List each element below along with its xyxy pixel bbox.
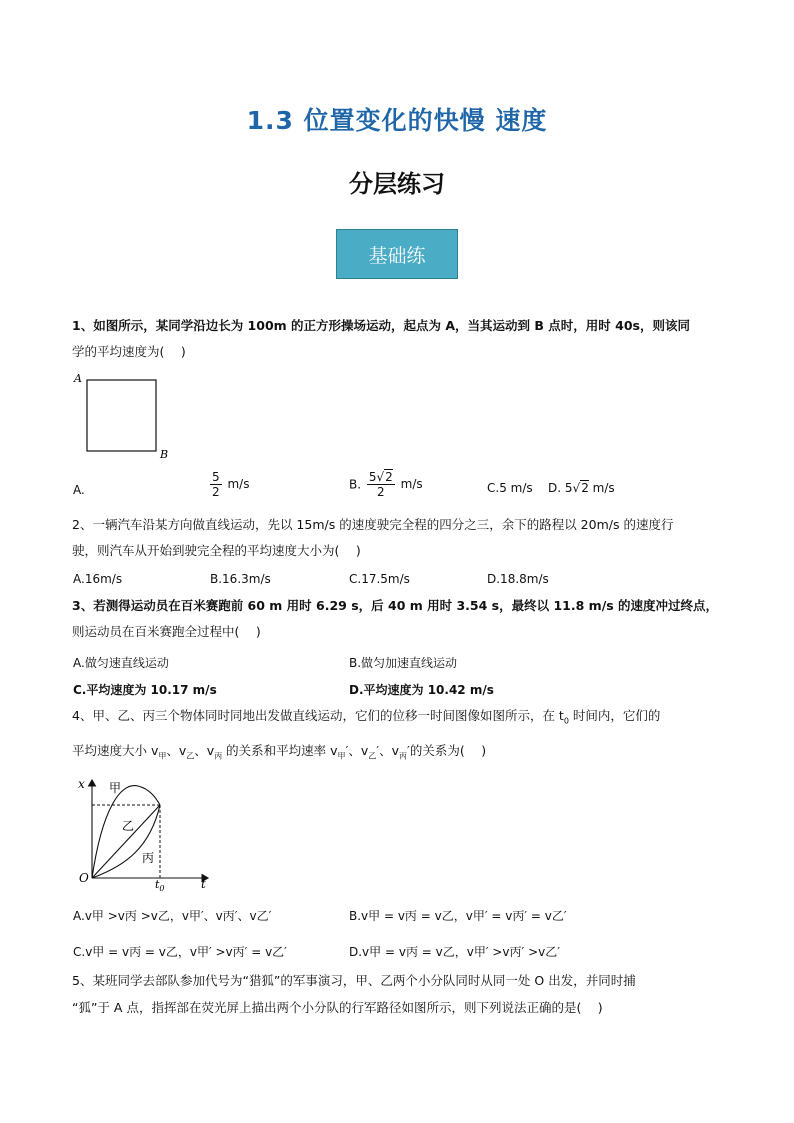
- q1-option-b-fraction: [367, 470, 395, 499]
- q1-option-d-unit: m/s: [592, 481, 615, 495]
- q1-square-figure: [70, 368, 180, 463]
- q1-text-line1: 1、如图所示，某同学沿边长为 100m 的正方形操场运动，起点为 A，当其运动到 B 点时，用时 40s，则该同: [72, 318, 690, 333]
- q1-option-a-num: 5: [212, 470, 220, 484]
- q1-option-a-label: A.: [73, 483, 85, 497]
- q4-axis-x-label: x: [78, 777, 85, 791]
- q1-option-b-unit: m/s: [400, 477, 423, 491]
- q4-option-d: D.v甲 = v丙 = v乙，v甲′ >v丙′ >v乙′: [349, 945, 560, 959]
- q4-sub-jia-2: 甲: [337, 751, 346, 761]
- q3-option-a: A.做匀速直线运动: [73, 656, 169, 670]
- q4-sub-jia: 甲: [158, 751, 167, 761]
- q1-option-a-fraction: [210, 470, 222, 499]
- q4-axis-t-label: t: [201, 877, 206, 891]
- q1-option-d-label: D.: [548, 481, 562, 495]
- q1-option-d-rad: 2: [581, 481, 589, 495]
- q4-line2-part-b: 、v: [166, 743, 187, 758]
- q1-option-c-label: C.: [487, 481, 500, 495]
- q4-sub-bing-2: 丙: [399, 751, 408, 761]
- q2-text-line2: 驶，则汽车从开始到驶完全程的平均速度大小为( ): [72, 543, 361, 558]
- q1-option-b-label: B.: [349, 477, 362, 492]
- q4-option-c: C.v甲 = v丙 = v乙，v甲′ >v丙′ = v乙′: [73, 945, 287, 959]
- q4-option-b: B.v甲 = v丙 = v乙，v甲′ = v丙′ = v乙′: [349, 909, 567, 923]
- q4-xt-graph: [70, 770, 220, 895]
- q4-t0-label: [155, 878, 165, 893]
- q1-option-b-rad: 2: [385, 470, 393, 484]
- q5-text-line1: 5、某班同学去部队参加代号为“猎狐”的军事演习，甲、乙两个小分队同时从同一处 O 出发，并同时捕: [72, 973, 636, 988]
- q4-line-yi: [92, 805, 160, 878]
- q1-option-b-num: 5√2: [368, 470, 393, 484]
- q2-text-line1: 2、一辆汽车沿某方向做直线运动，先以 15m/s 的速度驶完全程的四分之三，余下的路程以 20m/s 的速度行: [72, 517, 674, 532]
- q2-option-a: A.16m/s: [73, 572, 123, 586]
- q2-option-b: B.16.3m/s: [210, 572, 271, 586]
- q1-option-a-unit: m/s: [227, 477, 250, 491]
- q3-option-d: D.平均速度为 10.42 m/s: [349, 683, 494, 697]
- q1-option-b-coef: 5: [368, 470, 377, 484]
- q4-line2-part-g: ′的关系为( ): [407, 743, 487, 758]
- q1-text-line2: 学的平均速度为( ): [72, 344, 186, 359]
- q4-origin-label: O: [79, 871, 89, 885]
- q1-option-c: [487, 481, 533, 495]
- q2-option-c: C.17.5m/s: [349, 572, 410, 586]
- q4-line2-part-f: ′、v: [376, 743, 400, 758]
- q4-t0-sub: 0: [159, 884, 165, 893]
- q4-t0-main: t: [155, 878, 160, 891]
- q4-line2-part-a: 平均速度大小 v: [72, 743, 159, 758]
- q4-line1-part-a: 4、甲、乙、丙三个物体同时同地出发做直线运动，它们的位移一时间图像如图所示，在 t: [72, 708, 564, 723]
- q4-line1-sub: 0: [563, 716, 569, 726]
- page-title: 1.3 位置变化的快慢 速度: [246, 106, 548, 135]
- page-subtitle: 分层练习: [349, 170, 445, 198]
- q1-option-a: [208, 470, 249, 499]
- q3-option-c: C.平均速度为 10.17 m/s: [73, 683, 217, 697]
- q1-option-d: D. 5√2 m/s: [548, 481, 615, 495]
- q1-label-b: B: [160, 448, 169, 461]
- q4-line2-part-d: 的关系和平均速率 v: [222, 743, 338, 758]
- q1-option-c-value: 5 m/s: [499, 481, 533, 495]
- q4-label-bing: 丙: [142, 851, 155, 865]
- q4-label-yi: 乙: [122, 819, 135, 833]
- q4-label-jia: 甲: [109, 781, 122, 795]
- q4-sub-bing: 丙: [214, 751, 223, 761]
- q1-option-d-coef: 5: [564, 481, 573, 495]
- q4-text-line1: [72, 707, 660, 731]
- q3-option-b: B.做匀加速直线运动: [349, 656, 458, 670]
- q5-text-line2: “狐”于 A 点，指挥部在荧光屏上描出两个小分队的行军路径如图所示，则下列说法正确的是( ): [72, 1000, 603, 1015]
- q1-label-a: A: [74, 372, 82, 385]
- section-badge: 基础练: [336, 229, 458, 279]
- q4-option-a: A.v甲 >v丙 >v乙，v甲′、v丙′、v乙′: [73, 909, 272, 923]
- q4-line1-part-b: 时间内，它们的: [568, 708, 661, 723]
- q1-option-b-den: 2: [377, 485, 385, 499]
- q1-option-a-den: 2: [212, 485, 220, 499]
- q1-option-b: [349, 470, 423, 499]
- q4-text-line2: [72, 742, 486, 766]
- q2-option-d: D.18.8m/s: [487, 572, 549, 586]
- q4-sub-yi-2: 乙: [368, 751, 377, 761]
- q4-sub-yi: 乙: [186, 751, 195, 761]
- q4-line2-part-c: 、v: [194, 743, 215, 758]
- q4-line2-part-e: ′、v: [345, 743, 369, 758]
- q3-text-line1: 3、若测得运动员在百米赛跑前 60 m 用时 6.29 s，后 40 m 用时 3.54 s，最终以 11.8 m/s 的速度冲过终点，: [72, 598, 719, 613]
- q3-text-line2: 则运动员在百米赛跑全过程中( ): [72, 624, 261, 639]
